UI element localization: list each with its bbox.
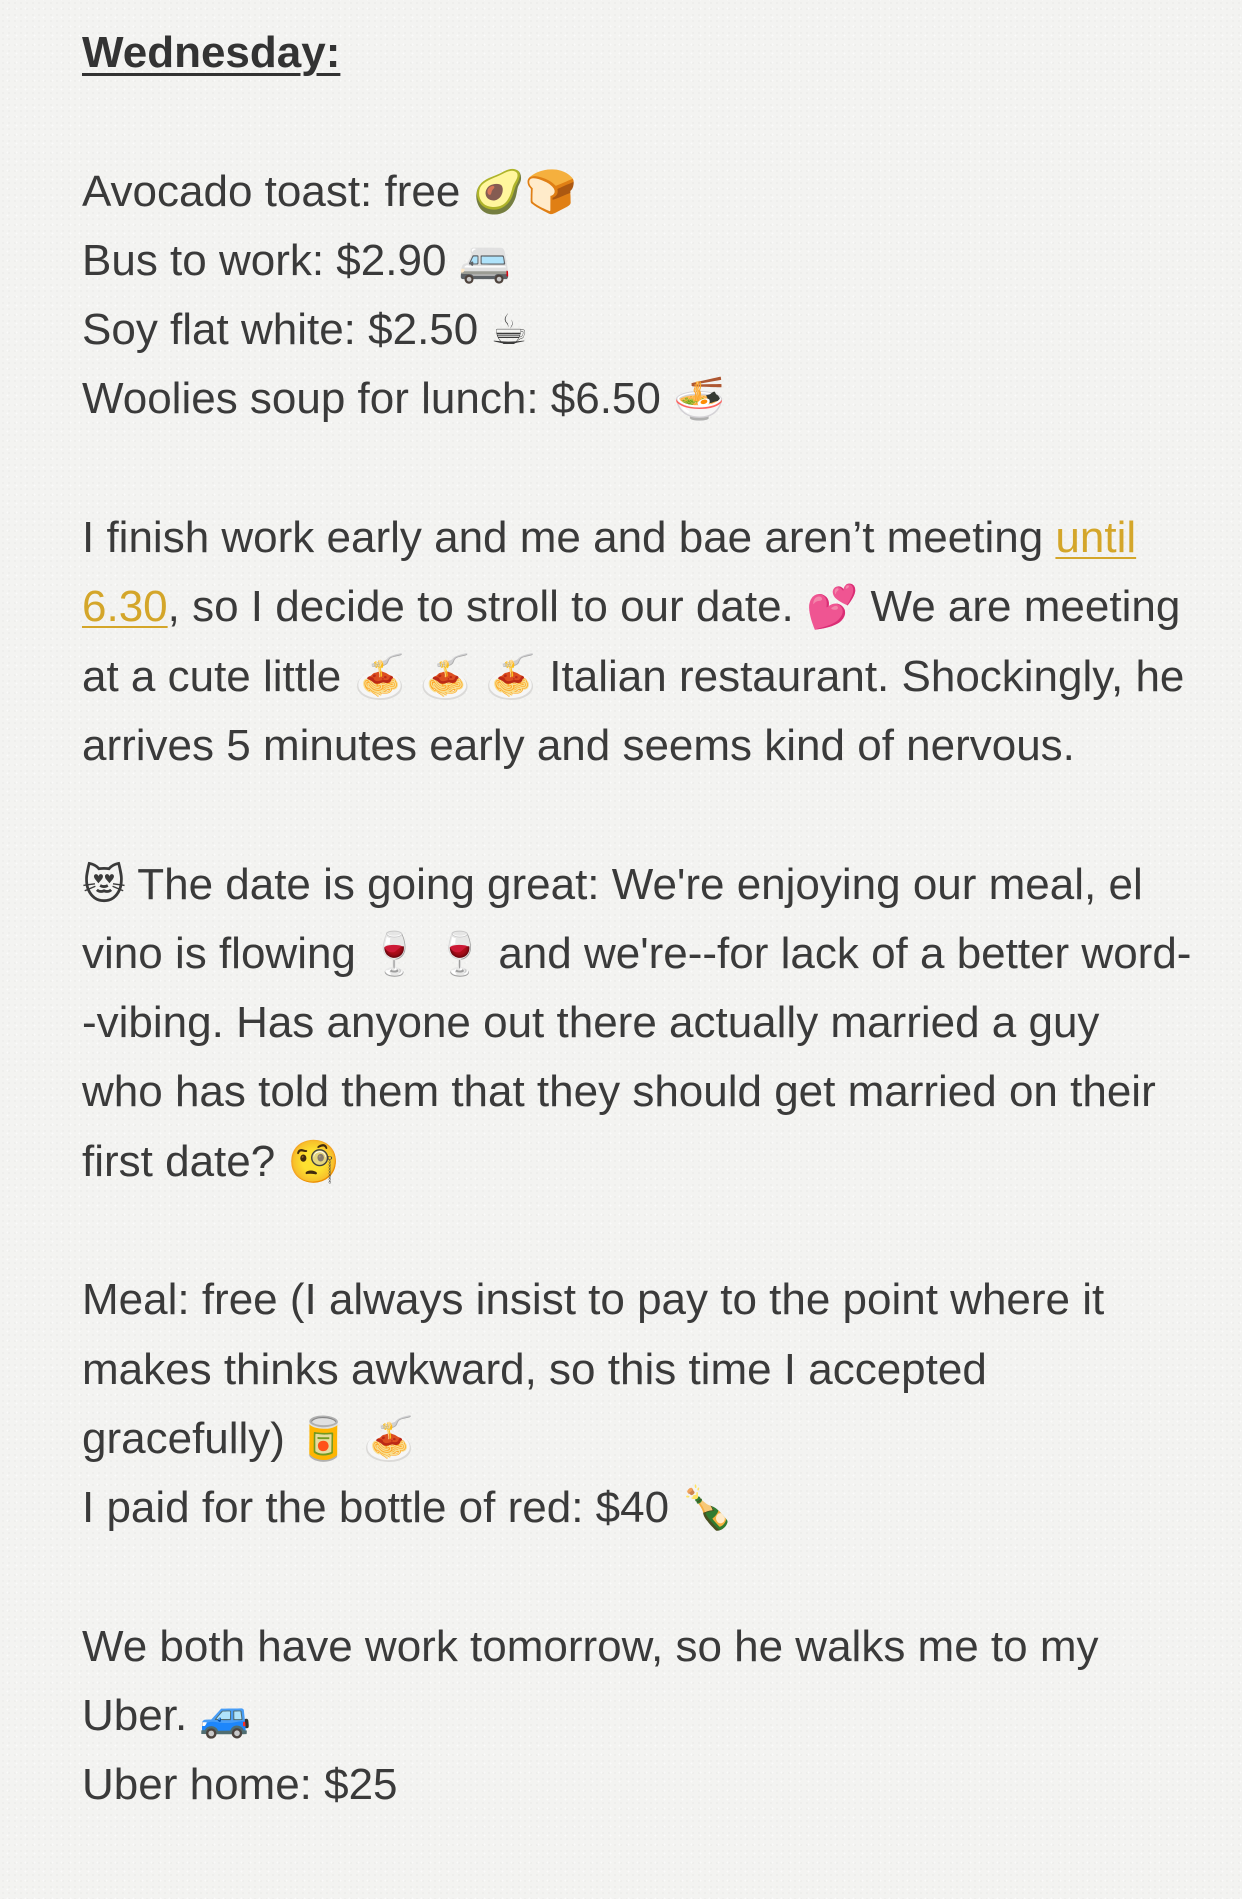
avocado-bread-icon: 🥑🍞 — [472, 166, 578, 216]
two-hearts-icon: 💕 — [805, 582, 859, 632]
expense-text: Woolies soup for lunch: $6.50 — [82, 374, 674, 424]
paragraph-text: and we're--for lack of a better word--vibing. Has anyone out there actually married a guy who has told them that they should get married on their first date? — [82, 928, 1192, 1186]
blank-line — [82, 87, 1192, 156]
time-link[interactable]: until 6.30 — [82, 513, 1137, 632]
paragraph-text: We both have work tomorrow, so he walks me to my Uber. — [82, 1621, 1099, 1741]
expense-line-soup — [82, 364, 1192, 433]
blank-line — [82, 780, 1192, 849]
canned-food-spaghetti-icon: 🥫 🍝 — [297, 1413, 416, 1463]
paragraph-date-plan — [82, 503, 1192, 780]
expense-line-bus — [82, 226, 1192, 295]
blank-line — [82, 1543, 1192, 1612]
note-body[interactable] — [82, 18, 1192, 1820]
car-icon: 🚙 — [199, 1691, 252, 1741]
blank-line — [82, 1196, 1192, 1265]
bottle-popping-cork-icon: 🍾 — [681, 1483, 734, 1533]
spaghetti-icon: 🍝 🍝 🍝 — [353, 651, 538, 701]
minibus-icon: 🚐 — [458, 235, 511, 285]
expense-line-coffee — [82, 295, 1192, 364]
paragraph-meal — [82, 1265, 1192, 1473]
expense-text: Bus to work: $2.90 — [82, 235, 459, 285]
paragraph-text: The date is going great: We're enjoying our meal, el vino is flowing — [82, 859, 1143, 978]
coffee-icon: ☕ — [490, 305, 529, 355]
monocle-face-icon: 🧐 — [287, 1136, 340, 1186]
expense-line-uber: Uber home: $25 — [82, 1760, 398, 1810]
expense-text: Soy flat white: $2.50 — [82, 305, 491, 355]
expense-line-wine-bottle — [82, 1473, 1192, 1542]
paragraph-text: We are meeting at a cute little — [82, 582, 1181, 701]
expense-text: I paid for the bottle of red: $40 — [82, 1483, 682, 1533]
soup-bowl-icon: 🍜 — [673, 374, 726, 424]
blank-line — [82, 434, 1192, 503]
paragraph-text: Meal: free (I always insist to pay to the point where it makes thinks awkward, so this time I accepted gracefully) — [82, 1275, 1105, 1463]
heart-eyes-cat-icon: 😻 — [82, 859, 126, 909]
paragraph-text: I finish work early and me and bae aren’t meeting — [82, 513, 1056, 563]
paragraph-text: , so I decide to stroll to our date. — [167, 582, 806, 632]
expense-line-avocado-toast — [82, 157, 1192, 226]
note-heading: Wednesday: — [82, 28, 341, 77]
paragraph-date-going-great — [82, 850, 1192, 1196]
paragraph-text: Italian restaurant. Shockingly, he arrives 5 minutes early and seems kind of nervous. — [82, 651, 1185, 770]
wine-glass-icon: 🍷 🍷 — [368, 928, 487, 978]
paragraph-uber — [82, 1612, 1192, 1751]
expense-text: Avocado toast: free — [82, 166, 473, 216]
